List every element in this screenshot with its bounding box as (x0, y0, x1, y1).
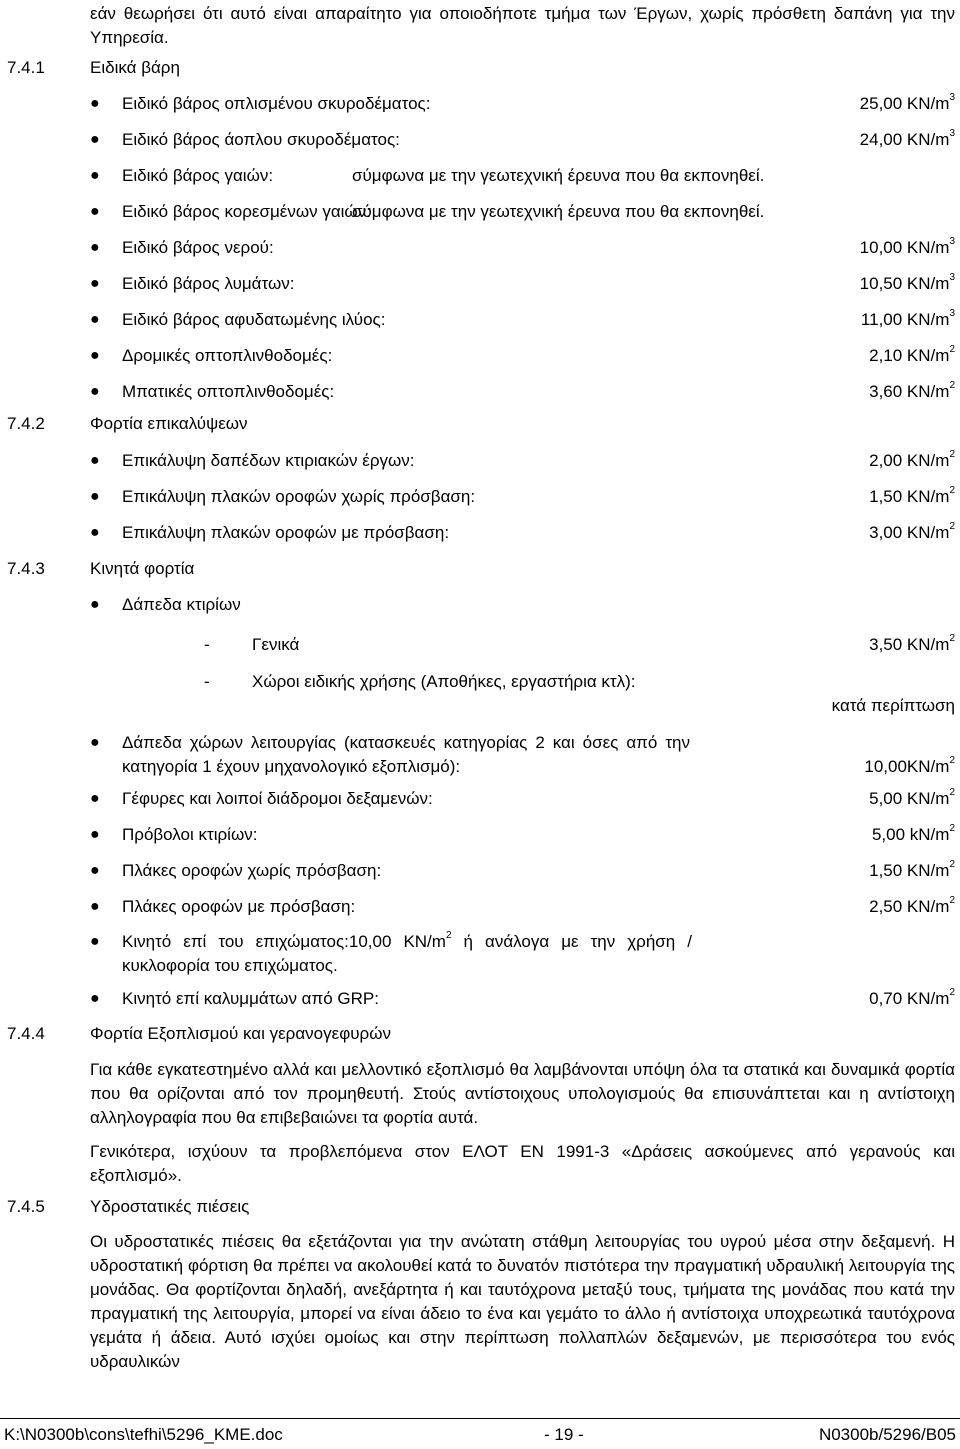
item-value: 2,00 $KN/m^2$ (869, 449, 955, 470)
item-value: 11,00 $KN/m^3$ (860, 308, 955, 329)
item-label: Πλάκες οροφών με πρόσβαση: (122, 897, 356, 916)
item-value: 3,60 $KN/m^2$ (869, 380, 955, 401)
list-item (90, 895, 955, 919)
paragraph: Για κάθε εγκατεστημένο αλλά και μελλοντικό εξοπλισμό θα λαμβάνονται υπόψη όλα τα στατικά και δυναμικά φορτία που θα ορίζονται από τον προμηθευτή. Στούς αντίστοιχους υπολογισμούς θα επισυνάπτεται και η αντίστοιχη αλληλογραφία που θα επιβεβαιώνει τα φορτία αυτά. (90, 1060, 955, 1127)
item-value: 5,00 $kN/m^2$ (871, 823, 955, 844)
section-title: Φορτία επικαλύψεων (90, 414, 248, 433)
item-note: σύμφωνα με την γεωτεχνική έρευνα που θα εκπονηθεί. (352, 166, 765, 185)
bullet-icon: ● (90, 790, 100, 807)
list-item (90, 92, 955, 116)
bullet-icon: ● (90, 131, 100, 148)
bullet-icon: ● (90, 167, 100, 184)
item-label: Χώροι ειδικής χρήσης (Αποθήκες, εργαστήρια κτλ): (252, 672, 636, 691)
bullet-icon: ● (90, 347, 100, 364)
item-value: κατά περίπτωση (831, 696, 955, 715)
bullet-icon: ● (90, 311, 100, 328)
footer-doc-code: N0300b/5296/B05 (818, 1425, 956, 1444)
list-item (90, 823, 955, 847)
bullet-icon: ● (90, 452, 100, 469)
item-value: 25,00 $KN/m^3$ (859, 92, 955, 113)
list-item (90, 485, 955, 509)
bullet-icon: ● (90, 898, 100, 915)
section-number: 7.4.4 (7, 1024, 45, 1043)
item-value: 2,10 $KN/m^2$ (869, 344, 955, 365)
list-item (90, 859, 955, 883)
item-value: 3,00 $KN/m^2$ (869, 521, 955, 542)
bullet-icon: ● (90, 383, 100, 400)
bullet-icon: ● (90, 524, 100, 541)
item-label: Επικάλυψη πλακών οροφών με πρόσβαση: (122, 523, 450, 542)
item-label: Δάπεδα κτιρίων (122, 595, 241, 614)
intro-paragraph: εάν θεωρήσει ότι αυτό είναι απαραίτητο για οποιοδήποτε τμήμα των Έργων, χωρίς πρόσθετη δαπάνη για την Υπηρεσία. (90, 4, 955, 47)
dash-marker: - (204, 672, 210, 691)
item-value: 10,50 $KN/m^3$ (859, 272, 955, 293)
bullet-icon: ● (90, 990, 100, 1007)
bullet-icon: ● (90, 239, 100, 256)
section-title: Κινητά φορτία (90, 559, 195, 578)
paragraph: Γενικότερα, ισχύουν τα προβλεπόμενα στον ΕΛΟΤ ΕΝ 1991-3 «Δράσεις ασκούμενες από γερανούς και εξοπλισμό». (90, 1142, 955, 1185)
list-item (90, 236, 955, 260)
bullet-icon: ● (90, 933, 100, 950)
section-title: Φορτία Εξοπλισμού και γερανογεφυρών (90, 1024, 391, 1043)
section-number: 7.4.3 (7, 559, 45, 578)
list-item (90, 593, 955, 617)
footer-page-number: - 19 - (544, 1425, 584, 1444)
item-value: 10,00 $KN/m^3$ (859, 236, 955, 257)
section-title: Ειδικά βάρη (90, 58, 180, 77)
dash-marker: - (204, 635, 210, 654)
item-value: 1,50 $KN/m^2$ (869, 485, 955, 506)
item-label: Ειδικό βάρος αφυδατωμένης ιλύος: (122, 310, 386, 329)
list-item (90, 344, 955, 368)
list-item (90, 987, 955, 1011)
item-label: Δάπεδα χώρων λειτουργίας (κατασκευές κατηγορίας 2 και όσες από την κατηγορία 1 έχουν μηχανολογικό εξοπλισμό): (122, 733, 690, 776)
paragraph: Οι υδροστατικές πιέσεις θα εξετάζονται για την ανώτατη στάθμη λειτουργίας του υγρού μέσα στην δεξαμενή. Η υδροστατική φόρτιση θα πρέπει να ακολουθεί κατά το δυνατόν πιστότερα την πραγματική υδραυλική λειτουργία της μονάδας. Θα φορτίζονται δηλαδή, ανεξάρτητα ή και ταυτόχρονα μεταξύ τους, τμήματα της μονάδας που κατά την πραγματική της λειτουργία, μπορεί να είναι άδειο το ένα και γεμάτο το άλλο ή αντίστοιχα υποχρεωτικά ταυτόχρονα γεμάτα ή άδεια. Αυτό ισχύει ομοίως και στην περίπτωση πολλαπλών δεξαμενών, με περισσότερα του ενός υδραυλικών (90, 1232, 955, 1371)
list-item (90, 930, 955, 978)
list-item (90, 787, 955, 811)
section-7-4-2 (0, 412, 955, 436)
page-footer (0, 1418, 960, 1449)
section-7-4-4 (0, 1022, 955, 1046)
item-label: Ειδικό βάρος κορεσμένων γαιών: (122, 202, 371, 221)
item-label: Κινητό επί του επιχώματος:10,00 $KN/m^2$ ή ανάλογα με την χρήση / κυκλοφορία του επιχώματος. (122, 930, 692, 975)
bullet-icon: ● (90, 826, 100, 843)
section-title: Υδροστατικές πιέσεις (90, 1197, 250, 1216)
item-value: 5,00 $KN/m^2$ (869, 787, 955, 808)
bullet-icon: ● (90, 862, 100, 879)
item-value: 2,50 $KN/m^2$ (869, 895, 955, 916)
sub-item (204, 633, 955, 657)
item-label: Γενικά (252, 635, 300, 654)
section-7-4-3 (0, 557, 955, 581)
item-value: 0,70 $KN/m^2$ (869, 987, 955, 1008)
item-label: Επικάλυψη δαπέδων κτιριακών έργων: (122, 451, 415, 470)
list-item (90, 164, 955, 188)
item-label: Μπατικές οπτοπλινθοδομές: (122, 382, 335, 401)
list-item (90, 731, 955, 779)
list-item (90, 521, 955, 545)
list-item (90, 380, 955, 404)
section-7-4-1 (0, 56, 955, 80)
item-label: Γέφυρες και λοιποί διάδρομοι δεξαμενών: (122, 789, 433, 808)
item-label: Ειδικό βάρος λυμάτων: (122, 274, 295, 293)
list-item (90, 272, 955, 296)
list-item (90, 308, 955, 332)
item-value: $10,00KN/m^2$ (864, 755, 955, 776)
bullet-icon: ● (90, 95, 100, 112)
item-label: Ειδικό βάρος οπλισμένου σκυροδέματος: (122, 94, 431, 113)
item-label: Ειδικό βάρος γαιών: (122, 166, 274, 185)
section-number: 7.4.1 (7, 58, 45, 77)
item-label: Ειδικό βάρος άοπλου σκυροδέματος: (122, 130, 400, 149)
sub-item (204, 670, 955, 718)
item-label: Πρόβολοι κτιρίων: (122, 825, 258, 844)
bullet-icon: ● (90, 488, 100, 505)
section-number: 7.4.5 (7, 1197, 45, 1216)
item-value: 3,50 $KN/m^2$ (869, 633, 955, 654)
bullet-icon: ● (90, 203, 100, 220)
item-label: Δρομικές οπτοπλινθοδομές: (122, 346, 333, 365)
item-label: Κινητό επί καλυμμάτων από GRP: (122, 989, 379, 1008)
item-value: 24,00 $KN/m^3$ (859, 128, 955, 149)
bullet-icon: ● (90, 596, 100, 613)
footer-file-path: K:\N0300b\cons\tefhi\5296_KME.doc (4, 1425, 283, 1444)
item-label: Ειδικό βάρος νερού: (122, 238, 274, 257)
item-note: σύμφωνα με την γεωτεχνική έρευνα που θα εκπονηθεί. (352, 202, 765, 221)
bullet-icon: ● (90, 734, 100, 751)
list-item (90, 128, 955, 152)
item-value: 1,50 $KN/m^2$ (869, 859, 955, 880)
item-label: Επικάλυψη πλακών οροφών χωρίς πρόσβαση: (122, 487, 476, 506)
bullet-icon: ● (90, 275, 100, 292)
section-7-4-5 (0, 1195, 955, 1219)
list-item (90, 200, 955, 224)
list-item (90, 449, 955, 473)
item-label: Πλάκες οροφών χωρίς πρόσβαση: (122, 861, 382, 880)
section-number: 7.4.2 (7, 414, 45, 433)
